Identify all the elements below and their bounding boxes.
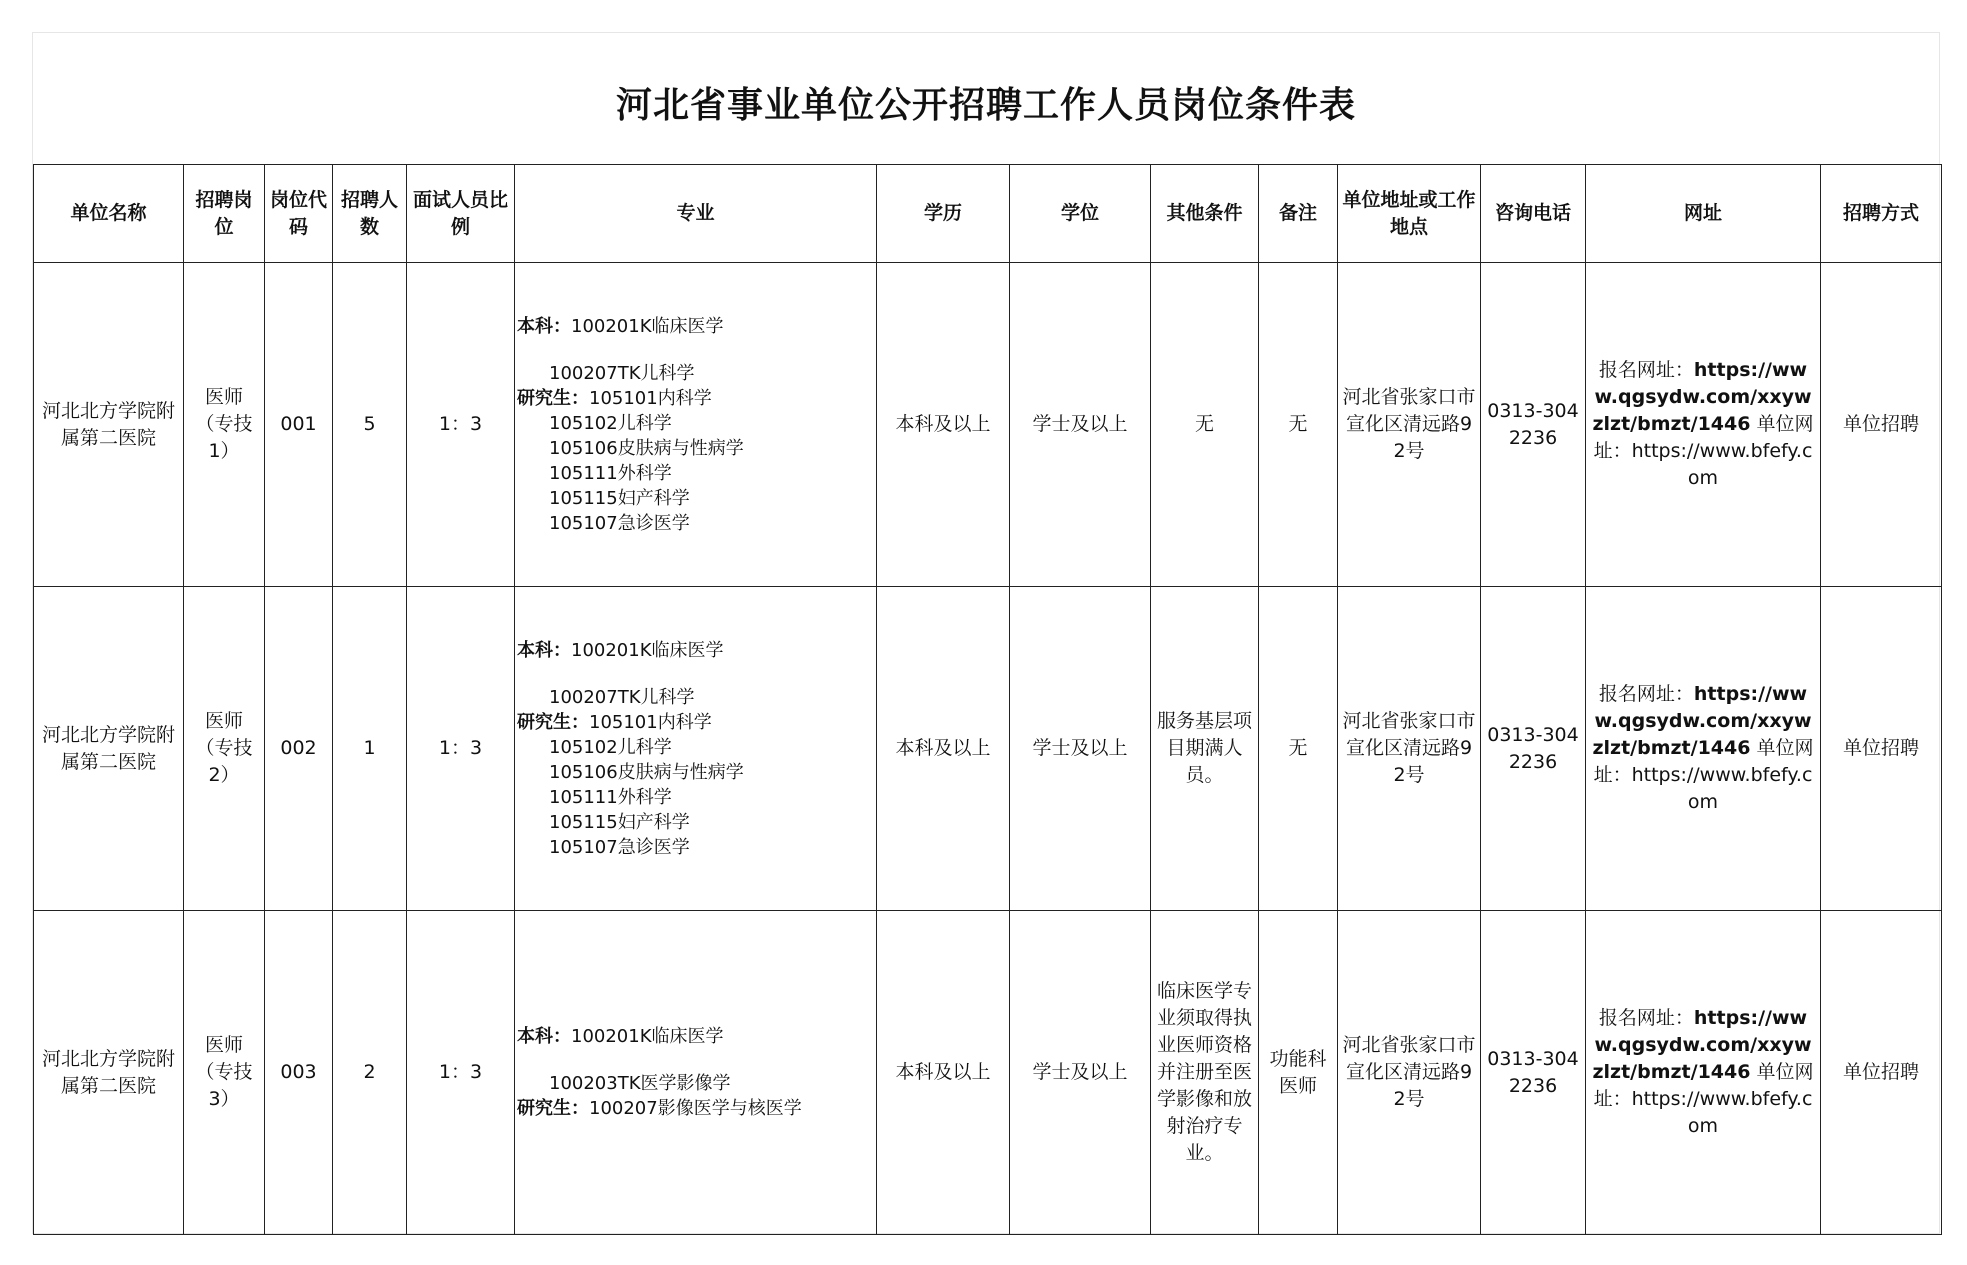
method-cell: 单位招聘 xyxy=(1821,911,1942,1235)
major-item: 100207TK儿科学 xyxy=(549,362,695,384)
url-label: 报名网址： xyxy=(1598,359,1694,381)
code-cell: 002 xyxy=(265,587,333,911)
major-item: 105115妇产科学 xyxy=(549,487,690,509)
major-item: 105107急诊医学 xyxy=(549,512,690,534)
graduate-label: 研究生： xyxy=(517,711,589,733)
major-item: 100201K临床医学 xyxy=(571,1026,724,1047)
graduate-label: 研究生： xyxy=(517,1098,589,1119)
remark-cell: 无 xyxy=(1259,263,1338,587)
other-conditions-cell: 无 xyxy=(1151,263,1259,587)
major-item: 105107急诊医学 xyxy=(549,836,690,858)
major-item: 105115妇产科学 xyxy=(549,811,690,833)
address-cell: 河北省张家口市宣化区清远路92号 xyxy=(1338,587,1481,911)
col-header-address: 单位地址或工作地点 xyxy=(1338,165,1481,263)
unit-url-label: 单位网址： xyxy=(1593,413,1814,462)
phone-cell: 0313-3042236 xyxy=(1481,263,1586,587)
col-header-method: 招聘方式 xyxy=(1821,165,1942,263)
major-item: 105102儿科学 xyxy=(549,736,672,758)
page-title: 河北省事业单位公开招聘工作人员岗位条件表 xyxy=(615,85,1356,126)
ratio-cell: 1：3 xyxy=(407,911,515,1235)
major-item: 100207TK儿科学 xyxy=(549,686,695,708)
education-cell: 本科及以上 xyxy=(877,587,1010,911)
table-row xyxy=(34,263,1942,587)
major-item: 105111外科学 xyxy=(549,786,672,808)
major-item: 100201K临床医学 xyxy=(571,315,724,337)
ratio-cell: 1：3 xyxy=(407,587,515,911)
major-cell xyxy=(515,263,877,587)
address-cell: 河北省张家口市宣化区清远路92号 xyxy=(1338,263,1481,587)
degree-cell: 学士及以上 xyxy=(1010,587,1151,911)
col-header-remark: 备注 xyxy=(1259,165,1338,263)
major-item: 100203TK医学影像学 xyxy=(549,1073,731,1094)
position-cell: 医师（专技1） xyxy=(184,263,265,587)
education-cell: 本科及以上 xyxy=(877,263,1010,587)
major-item: 100201K临床医学 xyxy=(571,639,724,661)
col-header-ratio: 面试人员比例 xyxy=(407,165,515,263)
remark-cell: 功能科医师 xyxy=(1259,911,1338,1235)
undergrad-label: 本科： xyxy=(517,1026,571,1047)
col-header-unit: 单位名称 xyxy=(34,165,184,263)
col-header-major: 专业 xyxy=(515,165,877,263)
major-item: 105101内科学 xyxy=(589,711,712,733)
graduate-label: 研究生： xyxy=(517,387,589,409)
registration-link[interactable]: https://www.qgsydw.com/xxywzlzt/bmzt/1446 xyxy=(1592,1007,1812,1083)
major-cell xyxy=(515,911,877,1235)
unit-cell: 河北北方学院附属第二医院 xyxy=(34,263,184,587)
col-header-phone: 咨询电话 xyxy=(1481,165,1586,263)
remark-cell: 无 xyxy=(1259,587,1338,911)
phone-cell: 0313-3042236 xyxy=(1481,911,1586,1235)
count-cell: 1 xyxy=(333,587,407,911)
col-header-other: 其他条件 xyxy=(1151,165,1259,263)
major-item: 100207影像医学与核医学 xyxy=(589,1098,802,1119)
count-cell: 2 xyxy=(333,911,407,1235)
degree-cell: 学士及以上 xyxy=(1010,263,1151,587)
recruitment-sheet xyxy=(32,32,1940,1234)
code-cell: 001 xyxy=(265,263,333,587)
col-header-education: 学历 xyxy=(877,165,1010,263)
ratio-cell: 1：3 xyxy=(407,263,515,587)
count-cell: 5 xyxy=(333,263,407,587)
registration-link[interactable]: https://www.qgsydw.com/xxywzlzt/bmzt/1446 xyxy=(1592,683,1812,759)
registration-link[interactable]: https://www.qgsydw.com/xxywzlzt/bmzt/1446 xyxy=(1592,359,1812,435)
url-label: 报名网址： xyxy=(1598,683,1694,705)
code-cell: 003 xyxy=(265,911,333,1235)
position-table xyxy=(33,164,1942,1235)
url-label: 报名网址： xyxy=(1598,1007,1694,1029)
col-header-count: 招聘人数 xyxy=(333,165,407,263)
header-row xyxy=(34,165,1942,263)
other-conditions-cell: 服务基层项目期满人员。 xyxy=(1151,587,1259,911)
major-item: 105102儿科学 xyxy=(549,412,672,434)
unit-url-label: 单位网址： xyxy=(1593,1061,1814,1110)
unit-website-link[interactable]: https://www.bfefy.com xyxy=(1631,764,1813,813)
major-item: 105101内科学 xyxy=(589,387,712,409)
undergrad-label: 本科： xyxy=(517,639,571,661)
major-item: 105111外科学 xyxy=(549,462,672,484)
undergrad-label: 本科： xyxy=(517,315,571,337)
other-conditions-cell: 临床医学专业须取得执业医师资格并注册至医学影像和放射治疗专业。 xyxy=(1151,911,1259,1235)
degree-cell: 学士及以上 xyxy=(1010,911,1151,1235)
position-cell: 医师（专技2） xyxy=(184,587,265,911)
url-cell xyxy=(1586,587,1821,911)
unit-url-label: 单位网址： xyxy=(1593,737,1814,786)
url-cell xyxy=(1586,263,1821,587)
method-cell: 单位招聘 xyxy=(1821,263,1942,587)
unit-website-link[interactable]: https://www.bfefy.com xyxy=(1631,440,1813,489)
table-row xyxy=(34,911,1942,1235)
phone-cell: 0313-3042236 xyxy=(1481,587,1586,911)
major-cell xyxy=(515,587,877,911)
major-item: 105106皮肤病与性病学 xyxy=(549,437,744,459)
unit-website-link[interactable]: https://www.bfefy.com xyxy=(1631,1088,1813,1137)
col-header-url: 网址 xyxy=(1586,165,1821,263)
address-cell: 河北省张家口市宣化区清远路92号 xyxy=(1338,911,1481,1235)
table-row xyxy=(34,587,1942,911)
position-cell: 医师（专技3） xyxy=(184,911,265,1235)
unit-cell: 河北北方学院附属第二医院 xyxy=(34,911,184,1235)
col-header-degree: 学位 xyxy=(1010,165,1151,263)
education-cell: 本科及以上 xyxy=(877,911,1010,1235)
col-header-code: 岗位代码 xyxy=(265,165,333,263)
unit-cell: 河北北方学院附属第二医院 xyxy=(34,587,184,911)
major-item: 105106皮肤病与性病学 xyxy=(549,761,744,783)
col-header-position: 招聘岗位 xyxy=(184,165,265,263)
url-cell xyxy=(1586,911,1821,1235)
method-cell: 单位招聘 xyxy=(1821,587,1942,911)
